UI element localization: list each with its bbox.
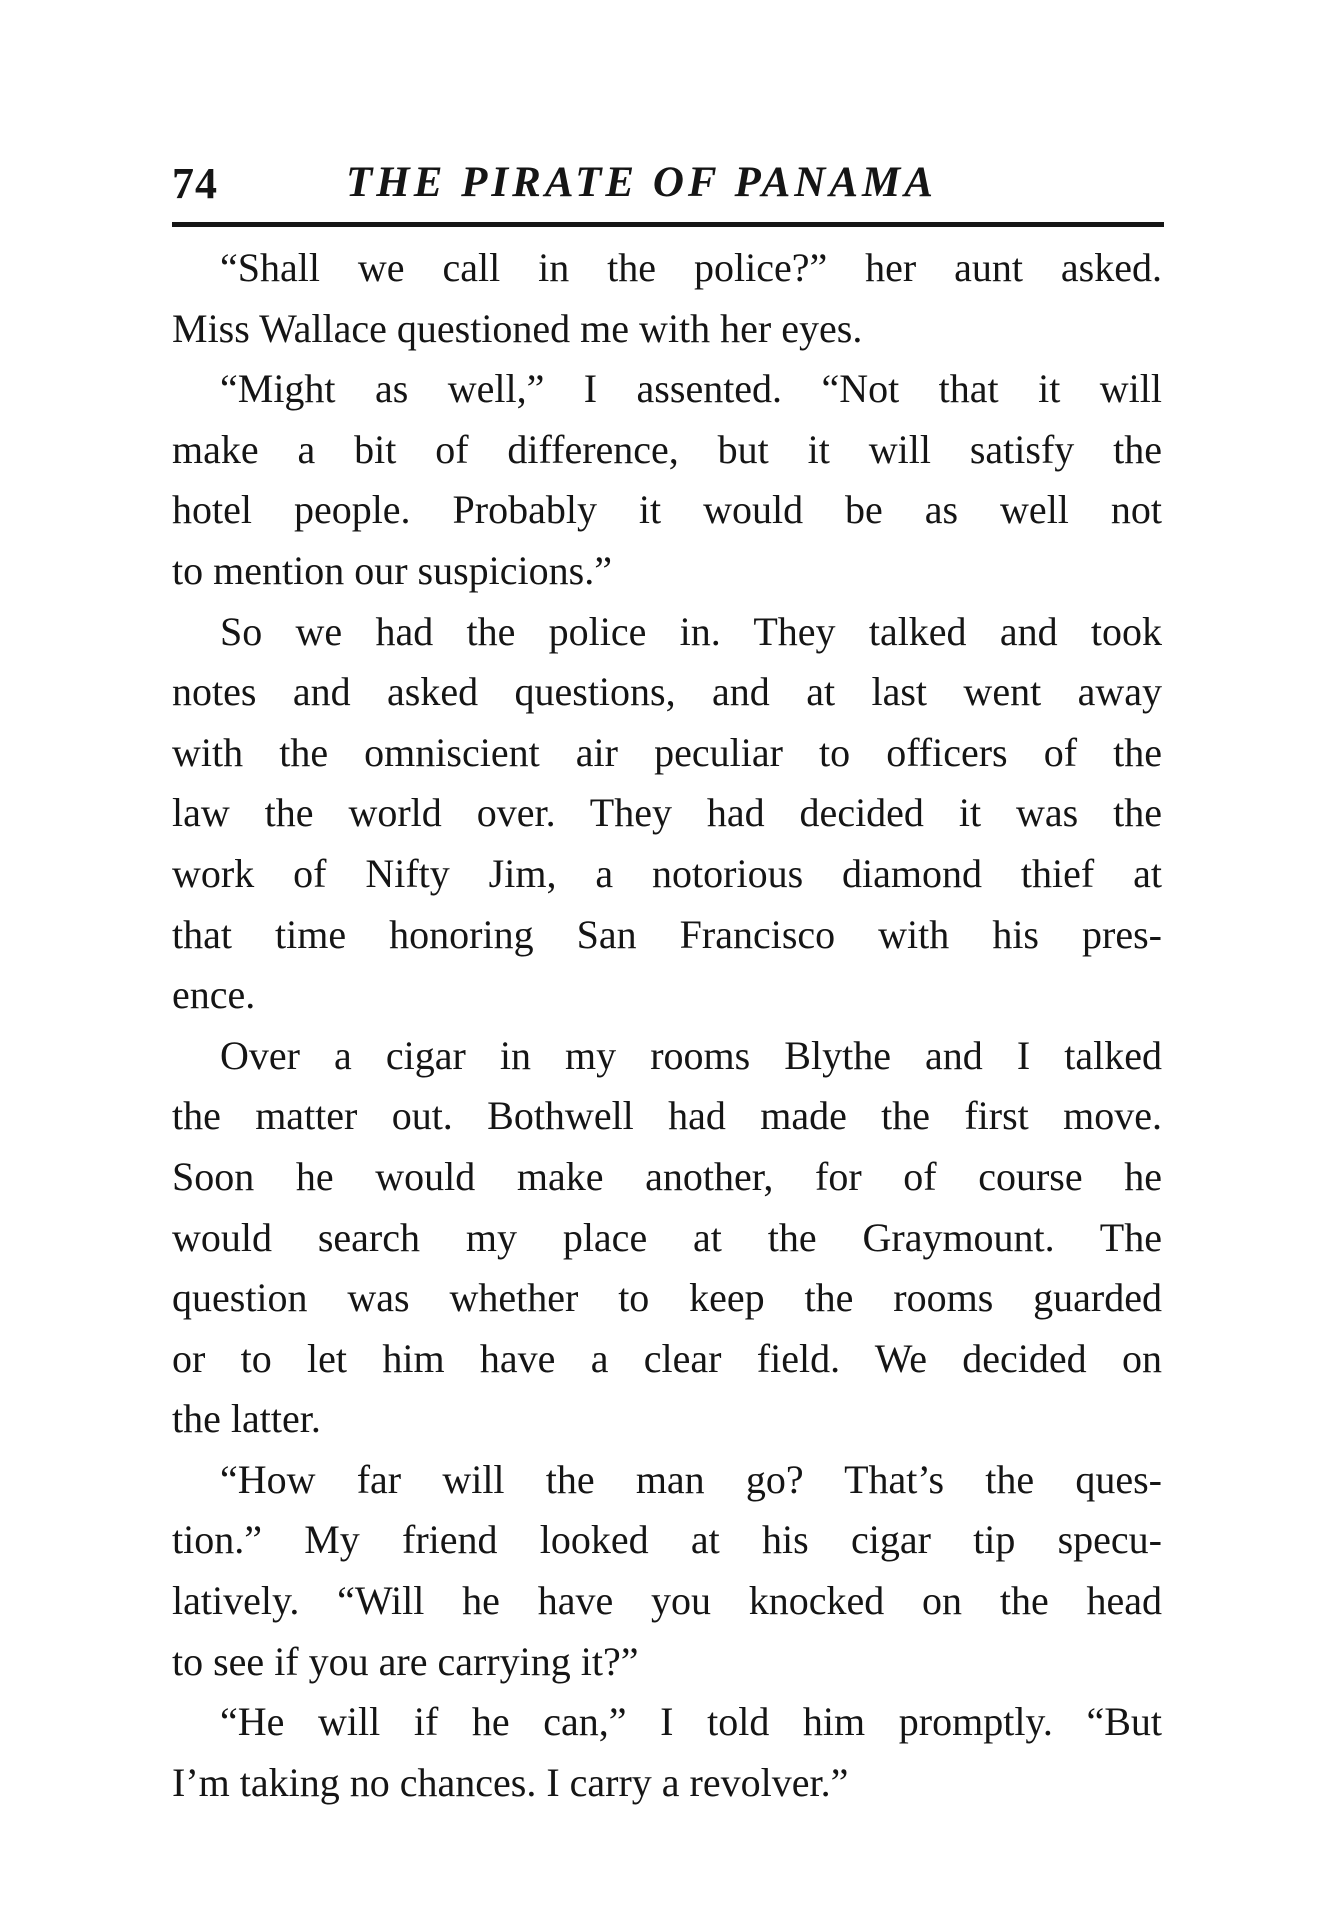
- text-line: I’m taking no chances. I carry a revolver.”: [172, 1759, 849, 1805]
- text-line: make a bit of difference, but it will satisfy the: [172, 426, 1162, 472]
- text-line: Over a cigar in my rooms Blythe and I talked: [220, 1032, 1162, 1078]
- text-line: the latter.: [172, 1396, 321, 1442]
- text-line: notes and asked questions, and at last went away: [172, 669, 1162, 715]
- text-line: Soon he would make another, for of course he: [172, 1153, 1162, 1199]
- text-line: latively. “Will he have you knocked on the head: [172, 1578, 1162, 1624]
- text-line: law the world over. They had decided it was the: [172, 790, 1162, 836]
- text-line: “Might as well,” I assented. “Not that it will: [220, 366, 1162, 412]
- text-line: hotel people. Probably it would be as well not: [172, 487, 1162, 533]
- header-rule: [172, 222, 1164, 227]
- text-line: the matter out. Bothwell had made the first move.: [172, 1093, 1162, 1139]
- text-line: to see if you are carrying it?”: [172, 1638, 639, 1684]
- text-line: that time honoring San Francisco with his pres-: [172, 911, 1162, 957]
- text-line: tion.” My friend looked at his cigar tip specu-: [172, 1517, 1162, 1563]
- text-line: Miss Wallace questioned me with her eyes.: [172, 305, 863, 351]
- text-line: “He will if he can,” I told him promptly. “But: [220, 1699, 1162, 1745]
- running-title: THE PIRATE OF PANAMA: [346, 159, 937, 206]
- text-line: So we had the police in. They talked and took: [220, 608, 1162, 654]
- text-line: would search my place at the Graymount. The: [172, 1214, 1162, 1260]
- page-number: 74: [172, 159, 218, 208]
- text-line: to mention our suspicions.”: [172, 547, 612, 593]
- text-line: “Shall we call in the police?” her aunt asked.: [220, 245, 1162, 290]
- text-line: ence.: [172, 972, 256, 1018]
- running-head: [172, 158, 1162, 218]
- text-line: work of Nifty Jim, a notorious diamond thief at: [172, 850, 1162, 896]
- text-line: or to let him have a clear field. We decided on: [172, 1335, 1162, 1381]
- text-line: with the omniscient air peculiar to officers of the: [172, 729, 1162, 775]
- text-line: “How far will the man go? That’s the ques-: [220, 1456, 1162, 1502]
- body-text: [172, 238, 1162, 1813]
- text-line: question was whether to keep the rooms guarded: [172, 1275, 1162, 1321]
